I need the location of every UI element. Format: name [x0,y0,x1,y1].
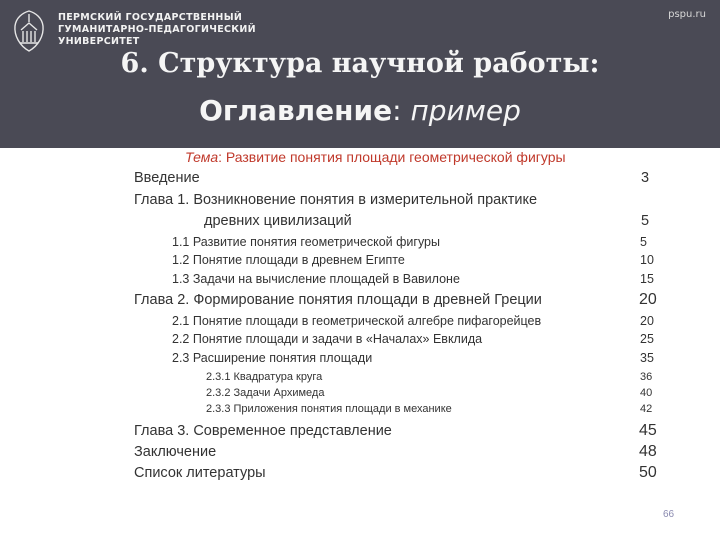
toc-entry-text: Глава 3. Современное представление [134,423,392,439]
toc-entry-text: 1.2 Понятие площади в древнем Египте [172,253,405,267]
slide-title: 6. Структура научной работы: [120,48,600,79]
toc-entry-page: 5 [640,235,647,249]
slide-number: 66 [663,509,675,520]
header-band [0,0,720,148]
toc-entry-page: 20 [639,291,657,308]
toc-entry-text: 2.1 Понятие площади в геометрической алгебре пифагорейцев [172,314,542,328]
toc-entry-page: 48 [639,443,657,460]
toc-entry-page: 15 [640,272,654,286]
toc-entry-page: 35 [640,351,654,365]
toc-entry-page: 20 [640,314,654,328]
toc-entry-page: 3 [641,170,650,186]
university-name [58,12,256,48]
toc-entry-text: Заключение [134,444,217,460]
toc-entry-page: 25 [640,332,654,346]
topic-text: : Развитие понятия площади геометрической фигуры [218,149,566,165]
toc-entry-page: 45 [639,422,657,439]
university-name-line-2: ГУМАНИТАРНО-ПЕДАГОГИЧЕСКИЙ [58,24,256,35]
toc-entry-page: 50 [639,464,657,481]
subtitle-italic: пример [410,94,521,127]
toc-entry-page: 10 [640,253,654,267]
toc-entry-text: 1.3 Задачи на вычисление площадей в Вавилоне [172,272,460,286]
toc-entry-text: Введение [134,170,200,186]
toc-entry-text: 2.2 Понятие площади и задачи в «Началах» Евклида [172,332,483,346]
toc-entry-page: 36 [640,371,653,383]
toc-entry-page: 40 [640,387,653,399]
subtitle-bold: Оглавление [199,94,393,127]
site-url[interactable]: pspu.ru [668,9,706,20]
toc-entry-page: 5 [641,213,650,229]
toc-entry-page: 42 [640,403,653,415]
toc-entry-text: 2.3.2 Задачи Архимеда [206,387,325,399]
subtitle-separator: : [392,94,411,127]
toc-entry-text: 2.3.3 Приложения понятия площади в механике [206,403,452,415]
toc-entry-text: древних цивилизаций [204,213,352,229]
topic-label: Тема [185,149,219,165]
university-name-line-3: УНИВЕРСИТЕТ [58,36,140,47]
toc-entry-text: 1.1 Развитие понятия геометрической фигуры [172,235,440,249]
university-name-line-1: ПЕРМСКИЙ ГОСУДАРСТВЕННЫЙ [58,12,243,23]
toc-entry-text: 2.3 Расширение понятия площади [172,351,373,365]
toc-entry-text: Глава 2. Формирование понятия площади в древней Греции [134,292,542,308]
toc-entry-text: Список литературы [134,465,266,481]
toc-entry-text: Глава 1. Возникновение понятия в измерительной практике [134,192,538,208]
toc-entry-text: 2.3.1 Квадратура круга [206,371,323,383]
topic-line [185,149,566,165]
slide-subtitle [0,94,720,127]
